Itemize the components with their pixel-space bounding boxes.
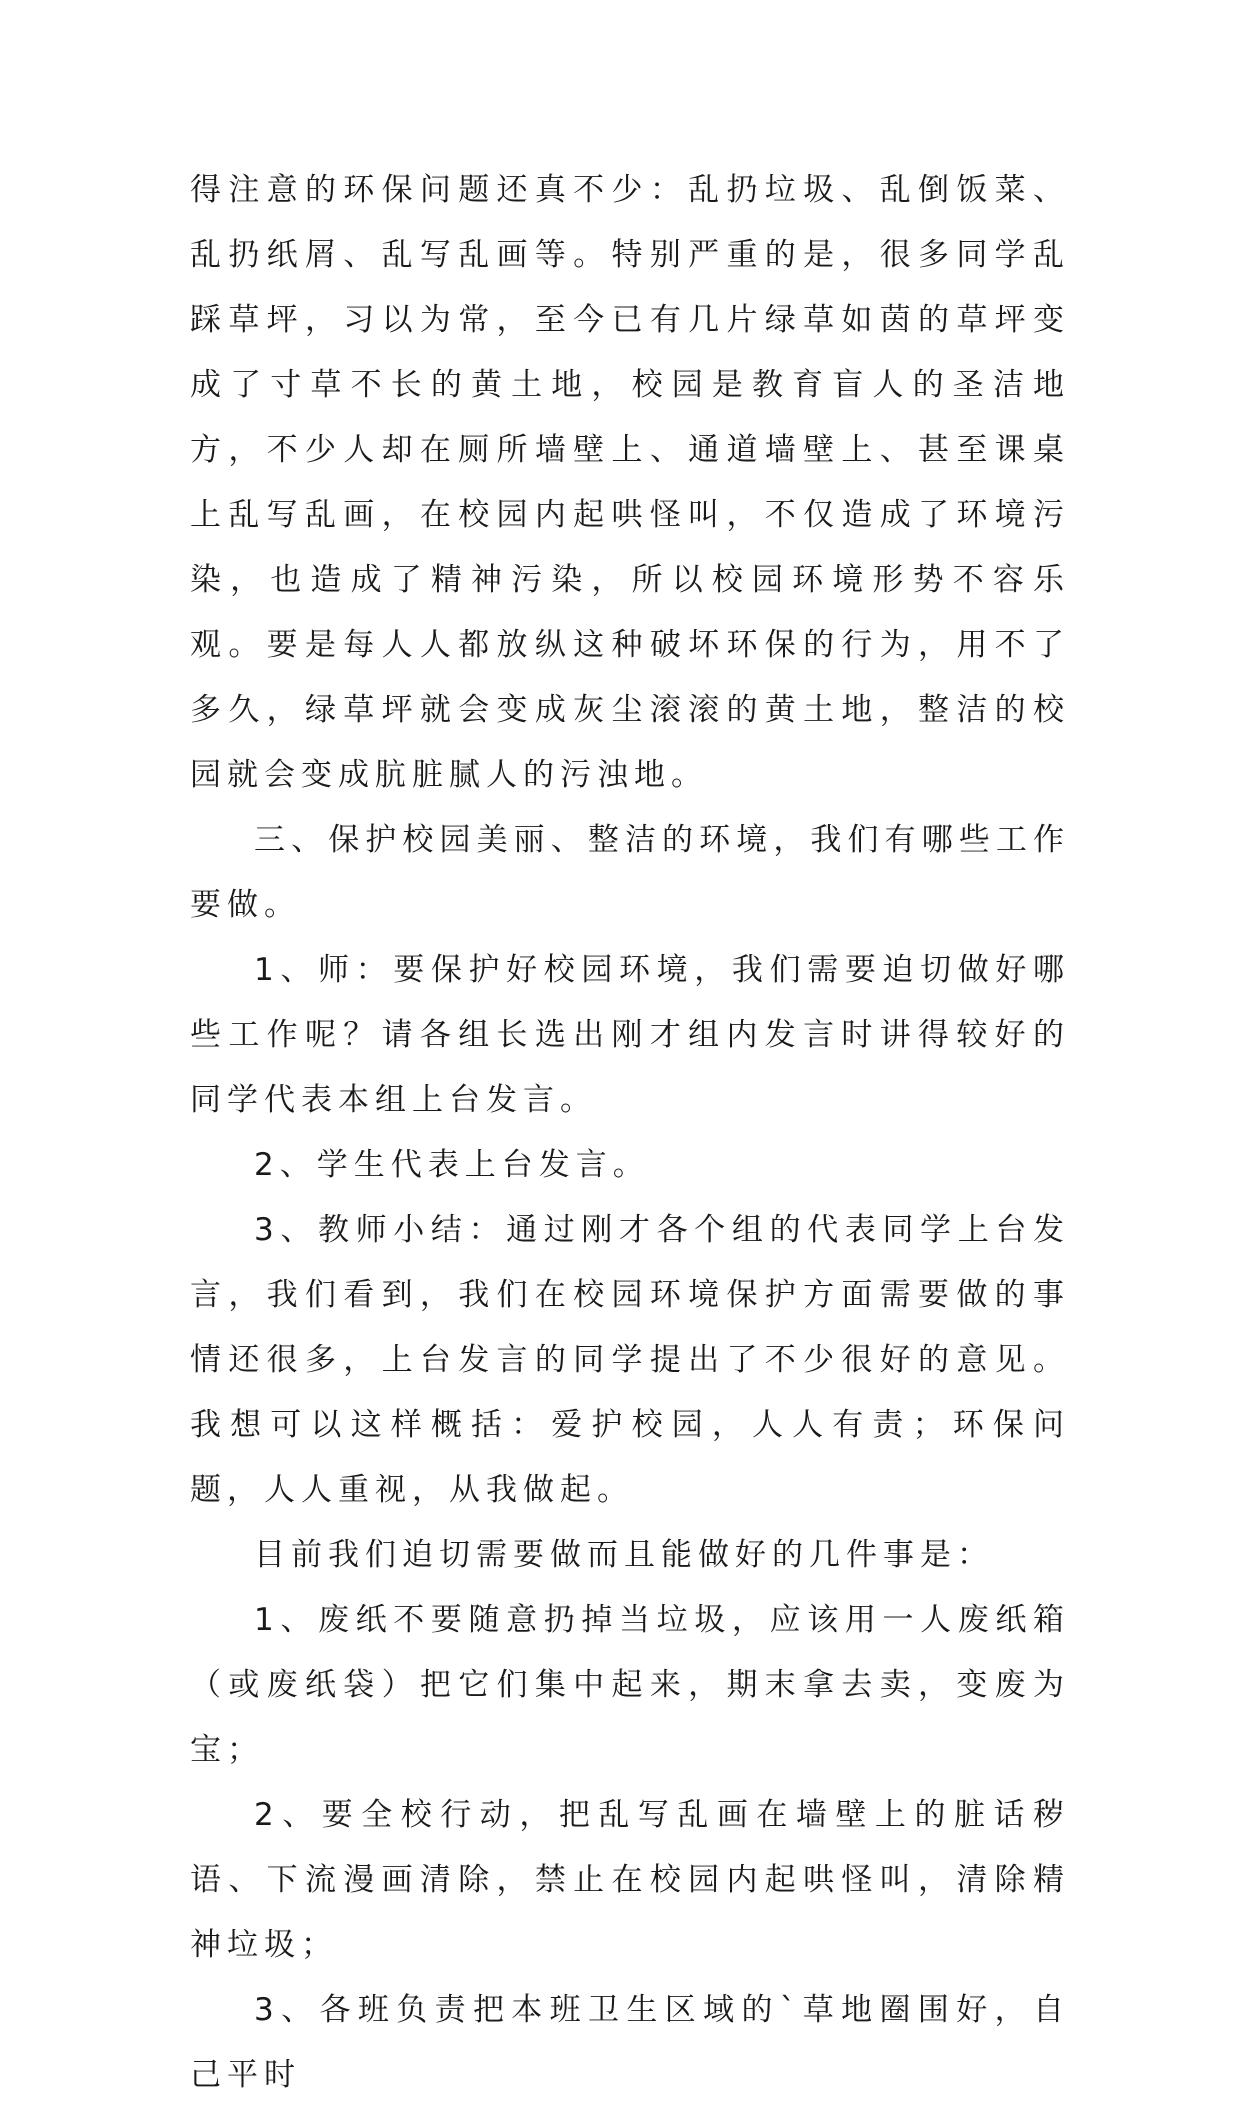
paragraph-item-1: 1、师：要保护好校园环境，我们需要迫切做好哪些工作呢？请各组长选出刚才组内发言时讲得较好的同学代表本组上台发言。	[190, 952, 1070, 1118]
paragraph-intro-tasks: 目前我们迫切需要做而且能做好的几件事是：	[254, 1537, 994, 1573]
paragraph-task-1: 1、废纸不要随意扔掉当垃圾，应该用一人废纸箱（或废纸袋）把它们集中起来，期末拿去卖，变废为宝；	[190, 1602, 1070, 1768]
paragraph-item-3: 3、教师小结：通过刚才各个组的代表同学上台发言，我们看到，我们在校园环境保护方面需要做的事情还很多，上台发言的同学提出了不少很好的意见。我想可以这样概括：爱护校园，人人有责；环保问题，人人重视，从我做起。	[190, 1212, 1070, 1508]
document-body	[190, 158, 1070, 2108]
paragraph-task-2: 2、要全校行动，把乱写乱画在墙壁上的脏话秽语、下流漫画清除，禁止在校园内起哄怪叫，清除精神垃圾；	[190, 1797, 1070, 1963]
paragraph-item-2: 2、学生代表上台发言。	[254, 1147, 650, 1183]
paragraph-continuation: 得注意的环保问题还真不少：乱扔垃圾、乱倒饭菜、乱扔纸屑、乱写乱画等。特别严重的是，很多同学乱踩草坪，习以为常，至今已有几片绿草如茵的草坪变成了寸草不长的黄土地，校园是教育盲人的圣洁地方，不少人却在厕所墙壁上、通道墙壁上、甚至课桌上乱写乱画，在校园内起哄怪叫，不仅造成了环境污染，也造成了精神污染，所以校园环境形势不容乐观。要是每人人都放纵这种破坏环保的行为，用不了多久，绿草坪就会变成灰尘滚滚的黄土地，整洁的校园就会变成肮脏腻人的污浊地。	[190, 172, 1070, 793]
paragraph-task-3: 3、各班负责把本班卫生区域的`草地圈围好，自己平时	[190, 1992, 1070, 2093]
section-heading-three: 三、保护校园美丽、整洁的环境，我们有哪些工作要做。	[190, 822, 1070, 923]
